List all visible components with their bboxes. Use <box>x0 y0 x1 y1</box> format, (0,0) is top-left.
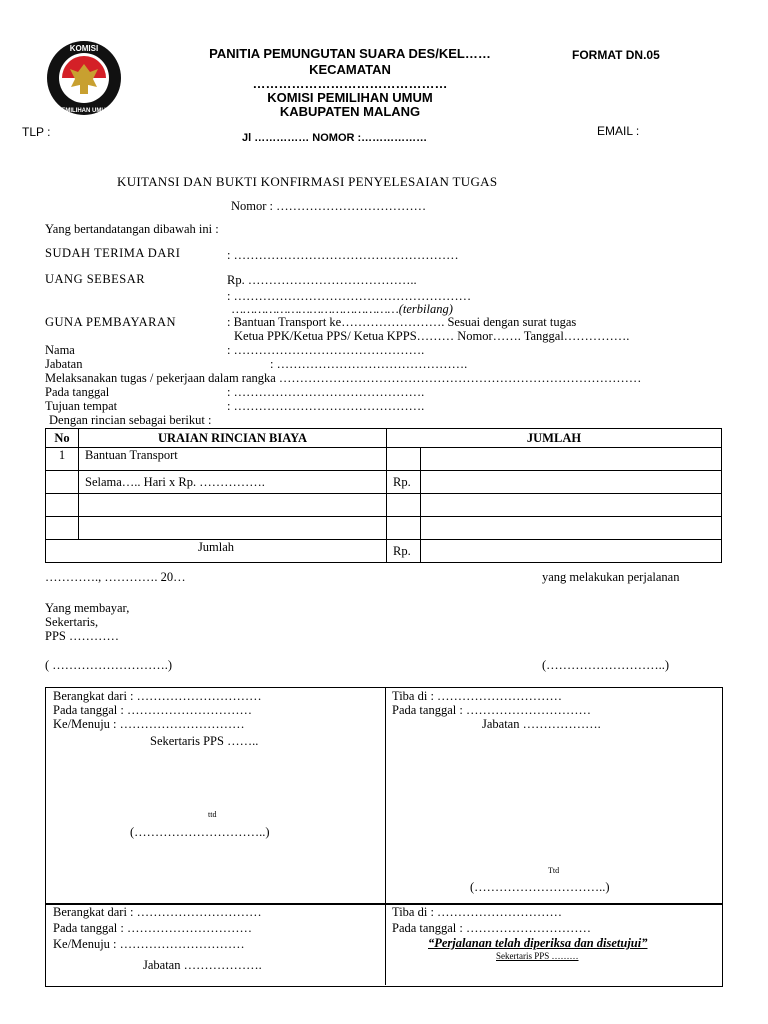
box2-berangkat: Berangkat dari : ………………………… <box>53 905 262 919</box>
pada-value: : ………………………………………. <box>227 385 425 399</box>
box2-approved: “Perjalanan telah diperiksa dan disetujui” <box>428 936 648 950</box>
traveler-name-line: (………………………..) <box>542 658 670 672</box>
header-line3: ……………………………………… <box>252 76 448 91</box>
table-header-row <box>46 429 722 448</box>
payer-line2: Sekertaris, <box>45 615 99 629</box>
box2-divider <box>385 903 386 985</box>
table-row <box>46 517 722 540</box>
box1-berangkat: Berangkat dari : ………………………… <box>53 689 262 703</box>
rincian-intro: Dengan rincian sebagai berikut : <box>49 413 212 427</box>
tlp-label: TLP : <box>22 125 51 139</box>
tujuan-value: : ………………………………………. <box>227 399 425 413</box>
payer-name-line: ( ……………………….) <box>45 658 173 672</box>
payer-line1: Yang membayar, <box>45 601 130 615</box>
header-line2: KECAMATAN <box>309 62 391 77</box>
box1-kemenuju: Ke/Menuju : ………………………… <box>53 717 245 731</box>
guna-line1: : Bantuan Transport ke……………………. Sesuai dengan surat tugas <box>227 315 577 329</box>
payer-line3: PPS ………… <box>45 629 119 643</box>
rincian-table <box>45 428 722 563</box>
box1-jabatan: Jabatan ………………. <box>482 717 601 731</box>
header-line5: KABUPATEN MALANG <box>279 104 421 119</box>
uang-line2: : ………………………………………………… <box>227 289 472 303</box>
intro-text: Yang bertandatangan dibawah ini : <box>45 222 219 236</box>
nama-label: Nama <box>45 343 75 357</box>
sign-date: …………., …………. 20… <box>45 570 186 584</box>
uang-label: UANG SEBESAR <box>45 272 146 286</box>
jabatan-label: Jabatan <box>45 357 83 371</box>
total-label: Jumlah <box>46 540 387 563</box>
address-line: Jl …………… NOMOR :……………… <box>242 132 428 144</box>
box2-kemenuju: Ke/Menuju : ………………………… <box>53 937 245 951</box>
uang-terbilang: ………………………………………(terbilang) <box>232 302 453 316</box>
box1-divider <box>385 687 386 903</box>
box2-tiba: Tiba di : ………………………… <box>392 905 563 919</box>
box1-pada-right: Pada tanggal : ………………………… <box>392 703 591 717</box>
box2-sekertaris: Sekertaris PPS ……… <box>496 951 579 961</box>
table-row <box>46 471 722 494</box>
box2-jabatan: Jabatan ………………. <box>143 958 262 972</box>
box1-pada: Pada tanggal : ………………………… <box>53 703 252 717</box>
melaksanakan-line: Melaksanakan tugas / pekerjaan dalam rangka …………………………………………………………………………… <box>45 371 642 385</box>
col-jumlah-header: JUMLAH <box>387 429 722 448</box>
pada-label: Pada tanggal <box>45 385 110 399</box>
table-total-row <box>46 540 722 563</box>
table-row <box>46 448 722 471</box>
box1-signature-line-right: (…………………………..) <box>470 880 610 894</box>
header-line4: KOMISI PEMILIHAN UMUM <box>267 90 433 105</box>
col-uraian-header: URAIAN RINCIAN BIAYA <box>79 429 387 448</box>
nama-value: : ………………………………………. <box>227 343 425 357</box>
box2-pada: Pada tanggal : ………………………… <box>53 921 252 935</box>
box2-pada-right: Pada tanggal : ………………………… <box>392 921 591 935</box>
box1-sekertaris: Sekertaris PPS …….. <box>150 734 259 748</box>
guna-line2: Ketua PPK/Ketua PPS/ Ketua KPPS……… Nomor……. Tanggal……………. <box>234 329 630 343</box>
total-rp: Rp. <box>387 540 421 563</box>
format-code: FORMAT DN.05 <box>572 48 660 62</box>
uang-rp: Rp. ………………………………….. <box>227 273 417 287</box>
nomor-line: Nomor : ……………………………… <box>231 199 427 213</box>
logo-text-top: KOMISI <box>69 44 99 53</box>
sudah-value: : ……………………………………………… <box>227 248 459 262</box>
col-no-header: No <box>46 429 79 448</box>
row1-desc: Bantuan Transport <box>79 448 387 471</box>
row2-rp: Rp. <box>387 471 421 494</box>
box1-ttd-right: Ttd <box>548 866 560 875</box>
table-row <box>46 494 722 517</box>
box1-tiba: Tiba di : ………………………… <box>392 689 563 703</box>
box1-signature-line: (…………………………..) <box>130 825 270 839</box>
row1-no: 1 <box>46 448 79 471</box>
traveler-label: yang melakukan perjalanan <box>542 570 680 584</box>
jabatan-value: : ………………………………………. <box>270 357 468 371</box>
logo-text-bottom: PEMILIHAN UMUM <box>57 108 111 114</box>
guna-label: GUNA PEMBAYARAN <box>45 315 177 329</box>
box1-ttd: ttd <box>208 810 217 819</box>
doc-title: KUITANSI DAN BUKTI KONFIRMASI PENYELESAIAN TUGAS <box>117 174 498 189</box>
header-line1: PANITIA PEMUNGUTAN SUARA DES/KEL…… <box>209 46 491 61</box>
kpu-logo <box>46 40 122 116</box>
email-label: EMAIL : <box>597 124 640 138</box>
sudah-label: SUDAH TERIMA DARI <box>45 246 181 260</box>
tujuan-label: Tujuan tempat <box>45 399 118 413</box>
row2-desc: Selama….. Hari x Rp. ……………. <box>79 471 387 494</box>
